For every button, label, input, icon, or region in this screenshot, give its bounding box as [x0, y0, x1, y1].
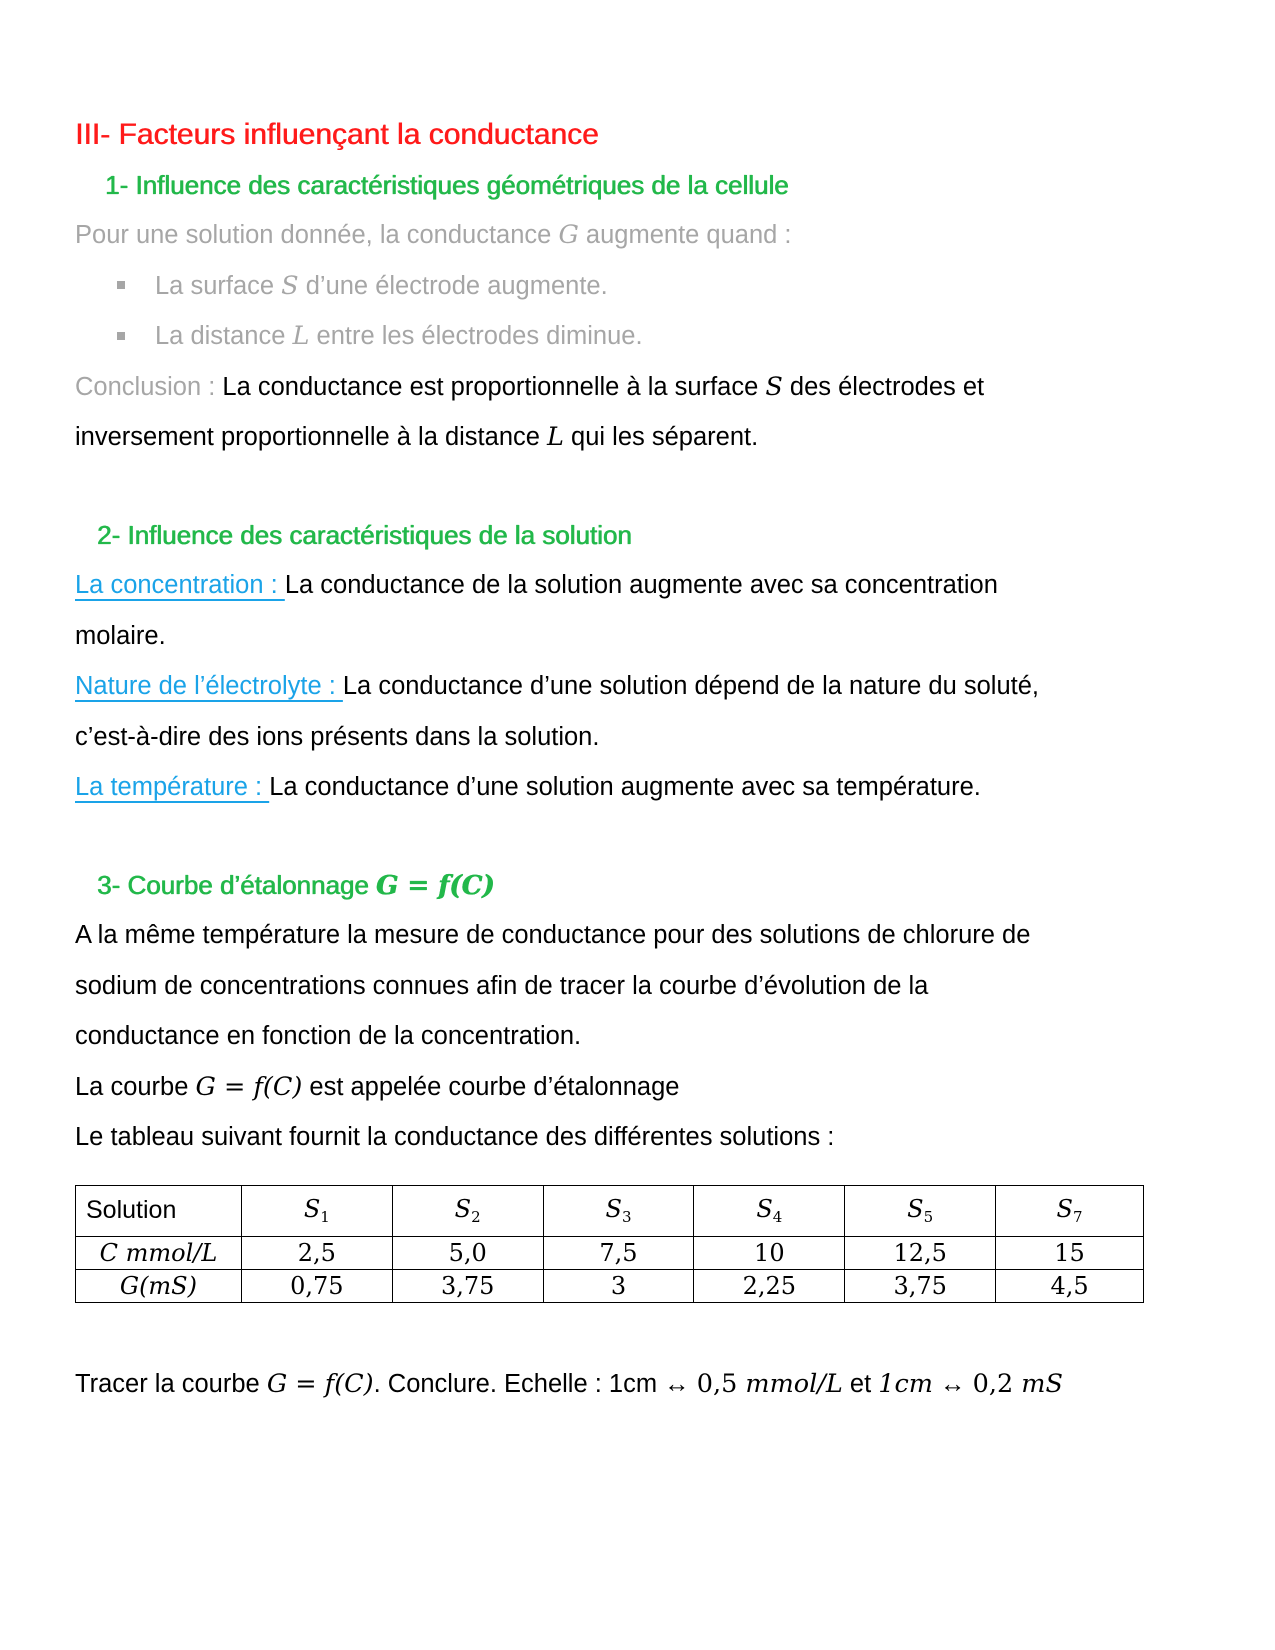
table-header-cell: $S_3$ — [543, 1185, 694, 1236]
document-page — [75, 110, 1205, 1410]
table-header-cell: $S_4$ — [694, 1185, 845, 1236]
table-intro-line: Le tableau suivant fournit la conductance des différentes solutions : — [75, 1123, 835, 1152]
table-header-label: Solution — [76, 1185, 242, 1236]
table-header-cell: $S_2$ — [392, 1185, 543, 1236]
table-cell: 3 — [543, 1269, 694, 1302]
table-row-label: G(mS) — [76, 1269, 242, 1302]
concentration-label: La concentration : — [75, 570, 285, 599]
subsection-1-title: 1- Influence des caractéristiques géométriques de la cellule — [105, 170, 789, 200]
table-header-cell: $S_5$ — [845, 1185, 996, 1236]
paragraph-line-3: conductance en fonction de la concentration. — [75, 1022, 582, 1051]
table-header-row — [76, 1185, 1144, 1236]
temperature-line: La température : La conductance d’une solution augmente avec sa température. — [75, 773, 981, 802]
subsection-3-title: 3- Courbe d’étalonnage G = f(C) — [97, 869, 495, 901]
task-line: Tracer la courbe G = f(C). Conclure. Echelle : 1cm ↔ 0,5 mmol/L et 1cm ↔ 0,2 mS — [75, 1368, 1063, 1399]
square-bullet-icon — [117, 281, 125, 289]
conductance-table — [75, 1185, 1144, 1303]
paragraph-line-1: A la même température la mesure de conductance pour des solutions de chlorure de — [75, 920, 1031, 949]
table-cell: 10 — [694, 1236, 845, 1269]
conclusion-line-1: Conclusion : La conductance est proportionnelle à la surface S des électrodes et — [75, 371, 985, 402]
electrolyte-line-2: c’est-à-dire des ions présents dans la solution. — [75, 722, 600, 751]
table-row-label: C mmol/L — [76, 1236, 242, 1269]
table-cell: 2,25 — [694, 1269, 845, 1302]
table-cell: 0,75 — [241, 1269, 392, 1302]
concentration-line-2: molaire. — [75, 621, 166, 650]
bullet-surface: La surface S d’une électrode augmente. — [75, 261, 1205, 312]
concentration-line: La concentration : La conductance de la solution augmente avec sa concentration — [75, 570, 998, 599]
table-cell: 5,0 — [392, 1236, 543, 1269]
table-cell: 3,75 — [845, 1269, 996, 1302]
table-cell: 15 — [996, 1236, 1144, 1269]
table-header-cell: $S_7$ — [996, 1185, 1144, 1236]
electrolyte-label: Nature de l’électrolyte : — [75, 672, 343, 701]
table-cell: 4,5 — [996, 1269, 1144, 1302]
paragraph-line-2: sodium de concentrations connues afin de tracer la courbe d’évolution de la — [75, 971, 929, 1000]
square-bullet-icon — [117, 332, 125, 340]
table-cell: 3,75 — [392, 1269, 543, 1302]
curve-definition-line: La courbe G = f(C) est appelée courbe d’étalonnage — [75, 1071, 680, 1102]
subsection-2-title: 2- Influence des caractéristiques de la solution — [97, 519, 632, 550]
conclusion-line-2: inversement proportionnelle à la distance L qui les séparent. — [75, 422, 759, 453]
temperature-label: La température : — [75, 773, 270, 802]
electrolyte-line: Nature de l’électrolyte : La conductance d’une solution dépend de la nature du soluté, — [75, 672, 1039, 701]
table-cell: 12,5 — [845, 1236, 996, 1269]
table-cell: 7,5 — [543, 1236, 694, 1269]
subsection-3-math: G = f(C) — [375, 870, 495, 901]
intro-line: Pour une solution donnée, la conductance G augmente quand : — [75, 220, 792, 250]
table-row-conductance — [76, 1269, 1144, 1302]
bullet-distance: La distance L entre les électrodes diminue. — [75, 311, 1205, 362]
table-cell: 2,5 — [241, 1236, 392, 1269]
table-row-concentration — [76, 1236, 1144, 1269]
table-header-cell: $S_1$ — [241, 1185, 392, 1236]
section-title: III- Facteurs influençant la conductance — [75, 118, 599, 151]
conclusion-label: Conclusion : — [75, 372, 223, 401]
